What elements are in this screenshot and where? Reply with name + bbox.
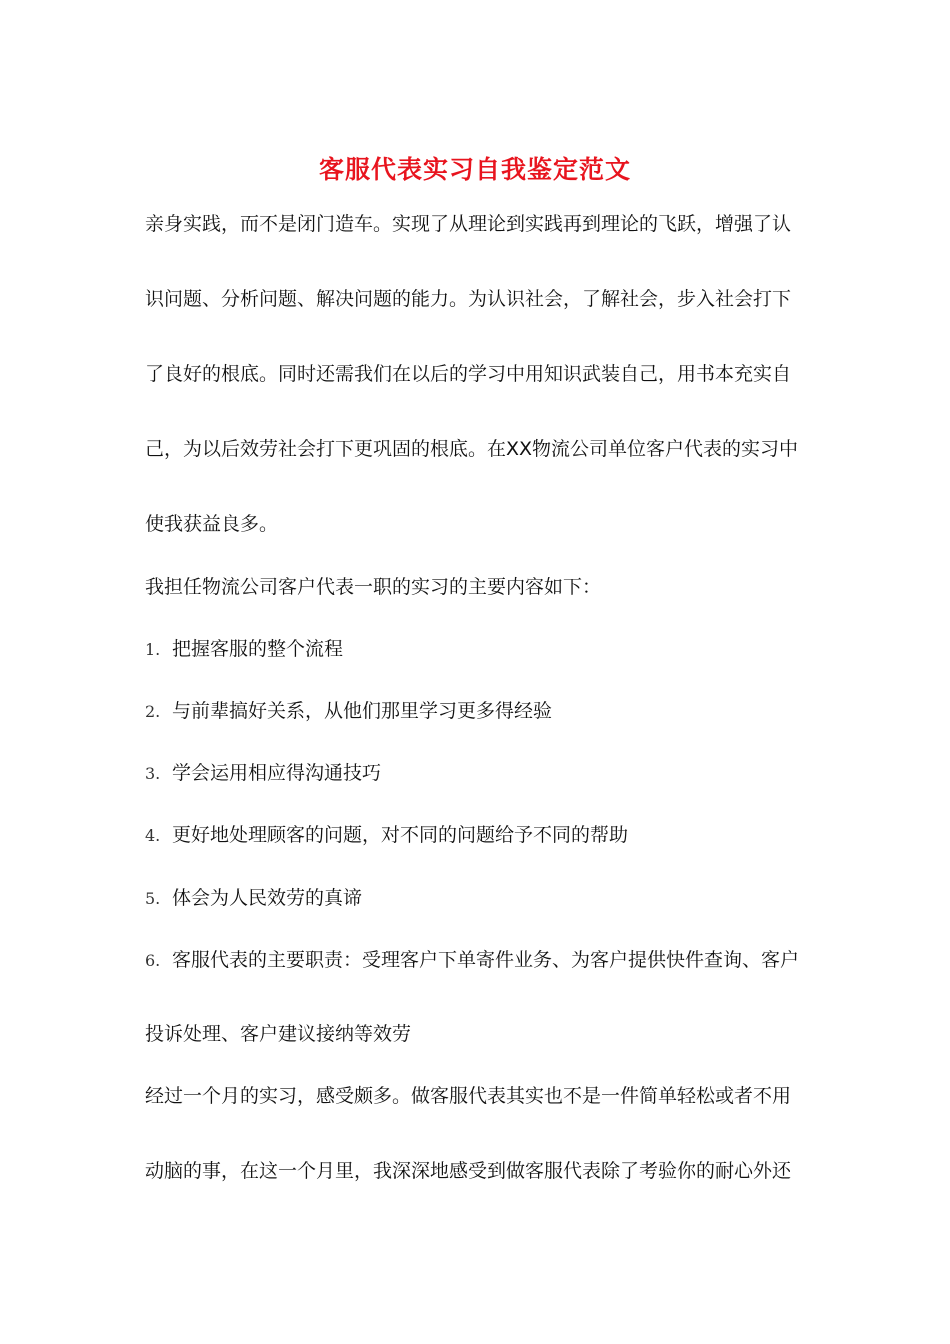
paragraph-line: 动脑的事，在这一个月里，我深深地感受到做客服代表除了考验你的耐心外还 — [145, 1160, 792, 1182]
list-item-continuation: 投诉处理、客户建议接纳等效劳 — [145, 1023, 412, 1045]
paragraph-line: 亲身实践，而不是闭门造车。实现了从理论到实践再到理论的飞跃，增强了认 — [145, 213, 792, 235]
paragraph-line: 经过一个月的实习，感受颇多。做客服代表其实也不是一件简单轻松或者不用 — [145, 1085, 792, 1107]
list-text: 客服代表的主要职责：受理客户下单寄件业务、为客户提供快件查询、客户 — [172, 949, 800, 971]
list-item — [145, 761, 381, 786]
list-item — [145, 886, 362, 911]
list-number: 1. — [145, 640, 161, 659]
list-item — [145, 823, 628, 848]
document-title: 客服代表实习自我鉴定范文 — [318, 155, 631, 184]
paragraph-line: 使我获益良多。 — [145, 513, 279, 535]
list-item — [145, 948, 799, 973]
intro-line: 我担任物流公司客户代表一职的实习的主要内容如下： — [145, 576, 602, 598]
paragraph-line: 识问题、分析问题、解决问题的能力。为认识社会，了解社会，步入社会打下 — [145, 288, 792, 310]
list-number: 5. — [145, 889, 161, 908]
list-number: 2. — [145, 702, 161, 721]
list-number: 3. — [145, 764, 161, 783]
list-number: 6. — [145, 951, 161, 970]
paragraph-line: 己，为以后效劳社会打下更巩固的根底。在XX物流公司单位客户代表的实习中 — [145, 438, 799, 460]
list-text: 与前辈搞好关系，从他们那里学习更多得经验 — [172, 700, 553, 722]
list-text: 更好地处理顾客的问题，对不同的问题给予不同的帮助 — [172, 824, 629, 846]
list-number: 4. — [145, 826, 161, 845]
list-text: 体会为人民效劳的真谛 — [172, 887, 363, 909]
list-text: 把握客服的整个流程 — [172, 638, 344, 660]
list-text: 学会运用相应得沟通技巧 — [172, 762, 382, 784]
paragraph-line: 了良好的根底。同时还需我们在以后的学习中用知识武装自己，用书本充实自 — [145, 363, 792, 385]
list-item — [145, 699, 552, 724]
list-item — [145, 637, 343, 662]
